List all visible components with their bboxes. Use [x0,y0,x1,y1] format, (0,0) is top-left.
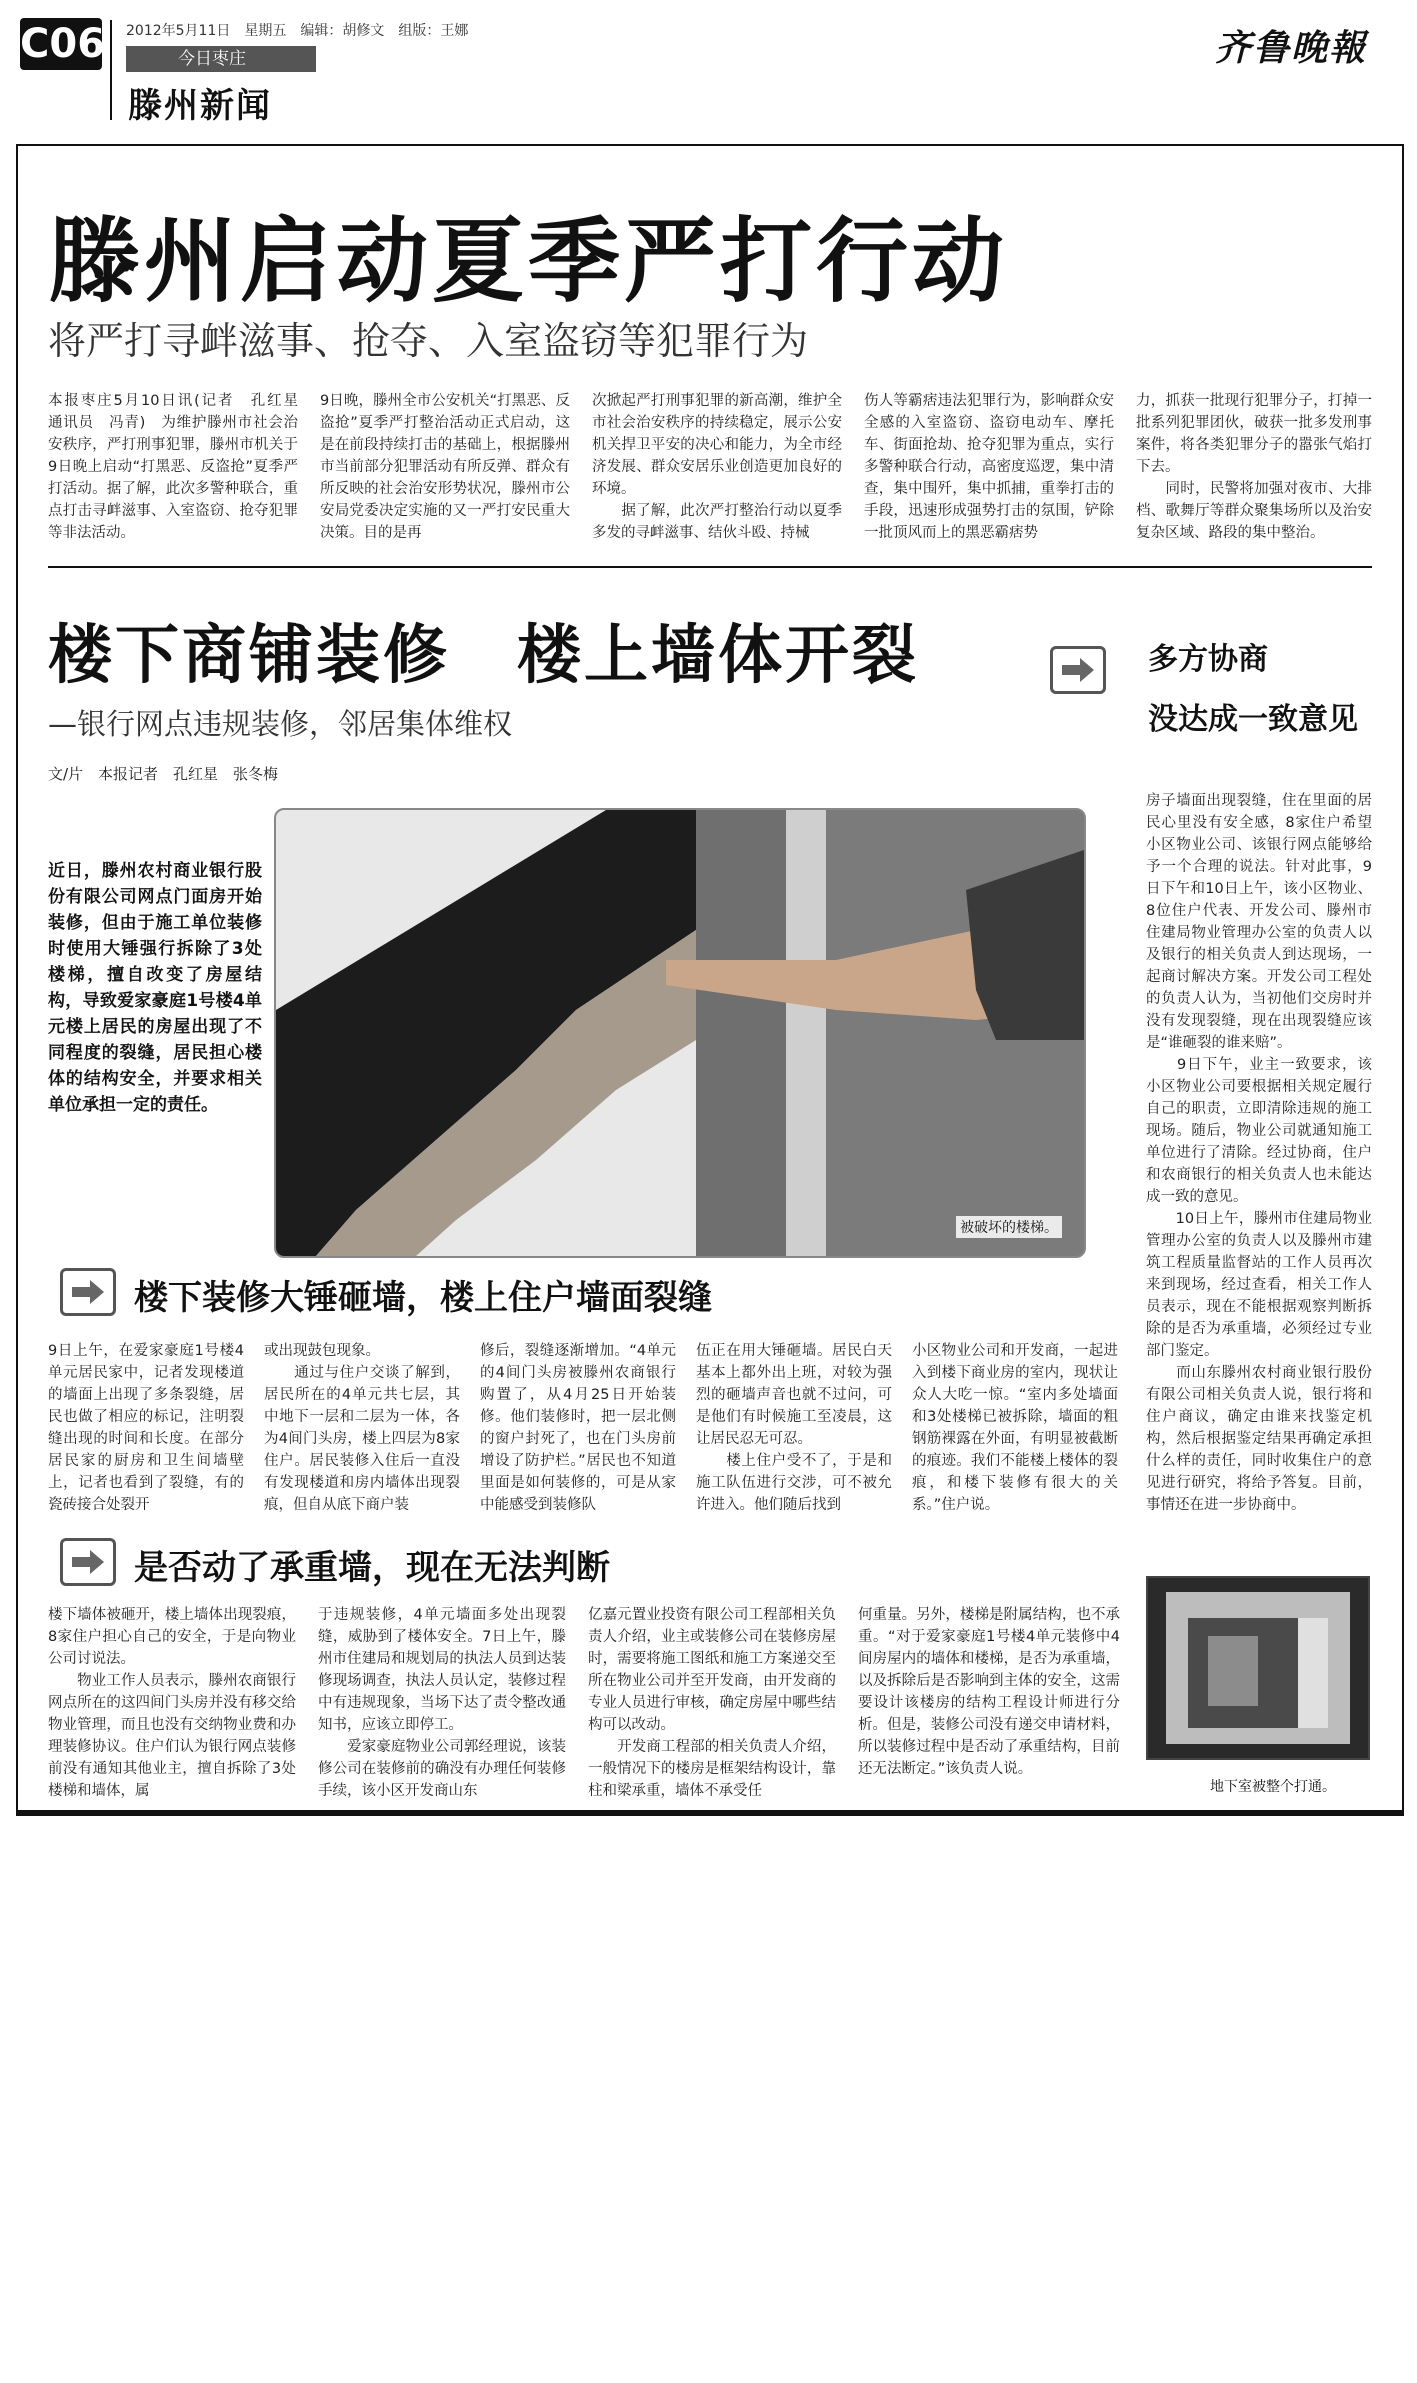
stairs-photo [274,808,1086,1258]
section2-column-2: 于违规装修，4单元墙面多处出现裂缝，威胁到了楼体安全。7日上午，滕州市住建局和规划局的执法人员到达装修现场调查，执法人员认定，装修过程中有违规现象，当场下达了责令整改通知书，应该立即停工。 爱家豪庭物业公司郭经理说，该装修公司在装修前的确没有办理任何装修手续，该小区开发商山东 [318,1607,566,1799]
story-divider [48,566,1372,568]
masthead-logo: 齐鲁晚報 [1214,27,1367,69]
story-byline: 文/片 本报记者 孔红星 张冬梅 [48,765,279,783]
side-column: 房子墙面出现裂缝，住在里面的居民心里没有安全感，8家住户希望小区物业公司、该银行网点能够给予一个合理的说法。针对此事，9日下午和10日上午，该小区物业、8位住户代表、开发公司、滕州市住建局物业管理办公室的负责人以及银行的相关负责人到达现场，一起商讨解决方案。开发公司工程处的负责人认为，当初他们交房时并没有发现裂缝，现在出现裂缝应该是“谁砸裂的谁来赔”。 9日下午，业主一致要求，该小区物业公司要根据相关规定履行自己的职责，立即清除违规的施工现场。随后，物业公司就通知施工单位进行了清除。经过协商，住户和农商银行的相关负责人也未能达成一致的意见。 10日上午，滕州市住建局物业管理办公室的负责人以及滕州市建筑工程质量监督站的工作人员再次来到现场，经过查看，相关工作人员表示，现在不能根据观察判断拆除的是否为承重墙，必须经过专业部门鉴定。 而山东滕州农村商业银行股份有限公司相关负责人说，银行将和住户商议，确定由谁来找鉴定机构，然后根据鉴定结果再确定承担什么样的责任，同时收集住户的意见进行研究，将给予答复。目前，事情还在进一步协商中。 [1146,793,1372,1513]
arrow-right-icon [60,1268,116,1316]
side-head-1: 多方协商 [1148,642,1268,677]
lead-column-1: 本报枣庄5月10日讯(记者 孔红星 通讯员 冯青) 为维护滕州市社会治安秩序，严打刑事犯罪，滕州市机关于9日晚上启动“打黑恶、反盗抢”夏季严打活动。据了解，此次多警种联合，重点打击寻衅滋事、入室盗窃、抢夺犯罪等非法活动。 [48,393,313,541]
header-divider [110,20,112,120]
lead-column-3: 次掀起严打刑事犯罪的新高潮，维护全市社会治安秩序的持续稳定，展示公安机关捍卫平安的决心和能力，为全市经济发展、群众安居乐业创造更加良好的环境。 据了解，此次严打整治行动以夏季多发的寻衅滋事、结伙斗殴、持械 [592,393,842,541]
lead-column-4: 伤人等霸痞违法犯罪行为，影响群众安全感的入室盗窃、盗窃电动车、摩托车、街面抢劫、抢夺犯罪为重点，实行多警种联合行动，高密度巡逻，集中清查，集中围歼，集中抓捕，重拳打击的手段，迅速形成强势打击的氛围，铲除一批顶风而上的黑恶霸痞势 [864,393,1114,541]
section2-column-3: 亿嘉元置业投资有限公司工程部相关负责人介绍，业主或装修公司在装修房屋时，需要将施工图纸和施工方案递交至所在物业公司并至开发商，由开发商的专业人员进行审核，确定房屋中哪些结构可以改动。 开发商工程部的相关负责人介绍，一般情况下的楼房是框架结构设计，靠柱和梁承重，墙体不承受任 [588,1607,836,1799]
story-headline: 楼下商铺装修 楼上墙体开裂 [48,619,919,693]
story-subheadline: —银行网点违规装修，邻居集体维权 [48,707,513,741]
section2-column-1: 楼下墙体被砸开，楼上墙体出现裂痕，8家住户担心自己的安全，于是向物业公司讨说法。 物业工作人员表示，滕州农商银行网点所在的这四间门头房并没有移交给物业管理，而且也没有交纳物业费和办理装修协议。住户们认为银行网点装修前没有通知其他业主，擅自拆除了3处楼梯和墙体，属 [48,1607,296,1799]
lead-subheadline: 将严打寻衅滋事、抢夺、入室盗窃等犯罪行为 [48,319,809,363]
section1-column-4: 伍正在用大锤砸墙。居民白天基本上都外出上班，对较为强烈的砸墙声音也就不过问，可是他们有时候施工至凌晨，这让居民忍无可忍。 楼上住户受不了，于是和施工队伍进行交涉，可不被允许进入。他们随后找到 [696,1343,892,1513]
section-title: 滕州新闻 [128,86,272,126]
photo-caption: 被破坏的楼梯。 [956,1216,1062,1238]
page-number: C06 [20,18,102,70]
section2-column-4: 何重量。另外，楼梯是附属结构，也不承重。“对于爱家豪庭1号楼4单元装修中4间房屋内的墙体和楼梯，是否为承重墙，以及拆除后是否影响到主体的安全，这需要设计该楼房的结构工程设计师进行分析。但是，装修公司没有递交申请材料，所以装修过程中是否动了承重结构，目前还无法断定。”该负责人说。 [858,1607,1120,1777]
story-lede: 近日，滕州农村商业银行股份有限公司网点门面房开始装修，但由于施工单位装修时使用大锤强行拆除了3处楼梯，擅自改变了房屋结构，导致爱家豪庭1号楼4单元楼上居民的房屋出现了不同程度的裂缝，居民担心楼体的结构安全，并要求相关单位承担一定的责任。 [48,861,262,1115]
date-line: 2012年5月11日 星期五 编辑：胡修文 组版：王娜 [126,23,469,39]
arrow-right-icon [60,1538,116,1586]
frame-bottom-rule [16,1810,1404,1816]
basement-photo [1146,1576,1370,1760]
lead-column-2: 9日晚，滕州全市公安机关“打黑恶、反盗抢”夏季严打整治活动正式启动，这是在前段持续打击的基础上，根据滕州市当前部分犯罪活动有所反弹、群众有所反映的社会治安形势状况，滕州市公安局党委决定实施的又一严打安民重大决策。目的是再 [320,393,570,541]
photo2-caption: 地下室被整个打通。 [1210,1779,1336,1795]
sub-head-1: 楼下装修大锤砸墙，楼上住户墙面裂缝 [134,1278,712,1318]
section-tag: 今日枣庄 [126,46,316,72]
section1-column-1: 9日上午，在爱家豪庭1号楼4单元居民家中，记者发现楼道的墙面上出现了多条裂缝，居民也做了相应的标记，注明裂缝出现的时间和长度。在部分居民家的厨房和卫生间墙壁上，记者也看到了裂缝，有的瓷砖接合处裂开 [48,1343,244,1513]
section1-column-3: 修后，裂缝逐渐增加。“4单元的4间门头房被滕州农商银行购置了，从4月25日开始装修。他们装修时，把一层北侧的窗户封死了，也在门头房前增设了防护栏。”居民也不知道里面是如何装修的，可是从家中能感受到装修队 [480,1343,676,1513]
lead-headline: 滕州启动夏季严打行动 [48,208,1009,315]
section1-column-2: 或出现鼓包现象。 通过与住户交谈了解到，居民所在的4单元共七层，其中地下一层和二层为一体，各为4间门头房，楼上四层为8家住户。居民装修入住后一直没有发现楼道和房内墙体出现裂痕，但自从底下商户装 [264,1343,460,1513]
arrow-right-icon [1050,646,1106,694]
sub-head-2: 是否动了承重墙，现在无法判断 [134,1548,610,1588]
side-head-2: 没达成一致意见 [1148,702,1358,737]
section1-column-5: 小区物业公司和开发商，一起进入到楼下商业房的室内，现状让众人大吃一惊。“室内多处墙面和3处楼梯已被拆除，墙面的粗钢筋裸露在外面，有明显被截断的痕迹。我们不能楼上楼体的裂痕，和楼下装修有很大的关系。”住户说。 [912,1343,1118,1513]
lead-column-5: 力，抓获一批现行犯罪分子，打掉一批系列犯罪团伙，破获一批多发刑事案件，将各类犯罪分子的嚣张气焰打下去。 同时，民警将加强对夜市、大排档、歌舞厅等群众聚集场所以及治安复杂区域、路段的集中整治。 [1136,393,1372,541]
